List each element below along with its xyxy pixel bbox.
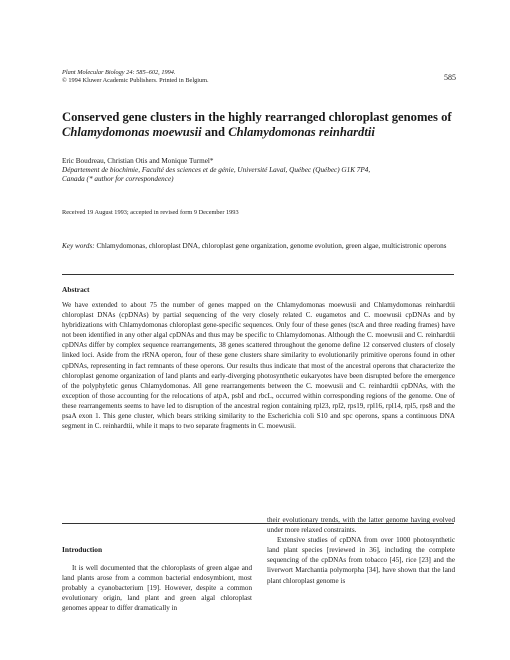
title-line-2 [62,125,462,140]
page-number: 585 [444,73,456,82]
title-conjunction: and [201,125,229,139]
abstract-heading: Abstract [62,285,90,294]
journal-line-2: © 1994 Kluwer Academic Publishers. Printed in Belgium. [62,77,209,85]
introduction-right-column [267,515,455,586]
keywords-text: Chlamydomonas, chloroplast DNA, chloroplast gene organization, genome evolution, green algae, multicistronic operons [94,242,447,250]
keywords [62,241,462,251]
right-paragraph-1: their evolutionary trends, with the latter genome having evolved under more relaxed constraints. [267,516,455,535]
paper-title [62,110,462,140]
introduction-heading: Introduction [62,545,103,554]
author-names: Eric Boudreau, Christian Otis and Monique Turmel* [62,157,214,165]
journal-citation [62,69,209,85]
introduction-left-column: It is well documented that the chloroplasts of green algae and land plants arose from a common bacterial endosymbiont, most probably a cyanobacterium [19]. However, despite a common evolutionary origin, land plant and green algal chloroplast genomes appear to differ dramatically in [62,564,252,613]
title-species-1: Chlamydomonas moewusii [62,125,202,139]
divider-top [62,274,454,275]
received-dates: Received 19 August 1993; accepted in revised form 9 December 1993 [62,209,239,216]
journal-line-1: Plant Molecular Biology 24: 585–602, 1994. [62,69,176,76]
title-line-1: Conserved gene clusters in the highly rearranged chloroplast genomes of [62,110,452,124]
affiliation-line-1: Département de biochimie, Faculté des sciences et de génie, Université Laval, Québec (Québec) G1K 7P4, [62,166,371,175]
author-block [62,157,462,185]
affiliation-line-2: Canada (* author for correspondence) [62,175,174,184]
keywords-label: Key words: [62,242,95,250]
title-species-2: Chlamydomonas reinhardtii [228,125,375,139]
right-paragraph-2: Extensive studies of cpDNA from over 1000 photosynthetic land plant species [reviewed in 36], including the complete sequencing of the cpDNAs from tobacco [45], rice [23] and the liverwort Marchantia polymorpha [34], have shown that the land plant chloroplast genome is [267,536,455,585]
abstract-text: We have extended to about 75 the number of genes mapped on the Chlamydomonas moewusii and Chlamydomonas reinhardtii chloroplast DNAs (cpDNAs) by partial sequencing of the very closely related C. eugametos and C. moewusii cpDNAs and by hybridizations with Chlamydomonas chloroplast gene-specific sequences. Only four of these genes (tscA and three reading frames) have not been identified in any other algal cpDNAs and thus may be specific to Chlamydomonas. Although the C. moewusii and C. reinhardtii cpDNAs differ by complex sequence rearrangements, 38 genes scattered throughout the genome define 12 conserved clusters of closely linked loci. Aside from the rRNA operon, four of these gene clusters share similarity to evolutionarily primitive operons found in other cpDNAs, representing in fact remnants of these operons. Our results thus indicate that most of the ancestral operons that characterize the chloroplast genome organization of land plants and early-diverging photosynthetic eukaryotes have been disrupted before the emergence of the polyphyletic genus Chlamydomonas. All gene rearrangements between the C. moewusii and C. reinhardtii cpDNAs, with the exception of those accounting for the relocations of atpA, psbI and rbcL, occurred within corresponding regions of the genome. One of these rearrangements seems to have led to disruption of the ancestral region containing rpl23, rpl2, rps19, rpl16, rpl14, rpl5, rps8 and the psaA exon 1. This gene cluster, which bears striking similarity to the Escherichia coli S10 and spc operons, spans a continuous DNA segment in C. reinhardtii, while it maps to two separate fragments in C. moewusii. [62,301,455,431]
